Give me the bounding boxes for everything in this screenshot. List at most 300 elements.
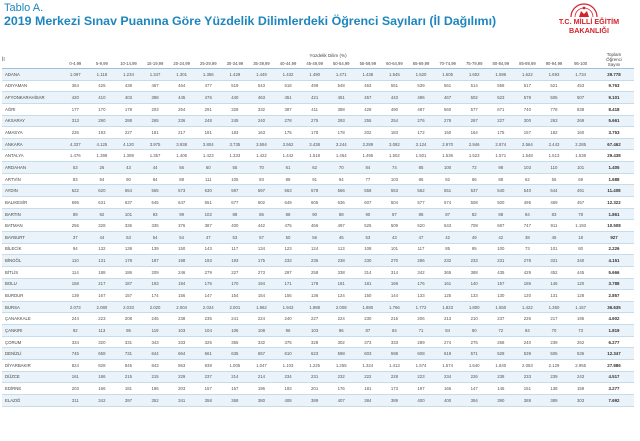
student-count-cell: 390	[488, 394, 515, 406]
student-count-cell: 2.033	[115, 301, 142, 313]
student-count-cell: 194	[248, 278, 275, 290]
student-count-cell: 1.545	[381, 69, 408, 81]
student-count-cell: 537	[461, 185, 488, 197]
student-count-cell: 340	[567, 255, 594, 267]
student-count-cell: 343	[142, 336, 169, 348]
total-students-cell: 5.661	[594, 115, 634, 127]
student-count-cell: 114	[62, 266, 89, 278]
student-count-cell: 571	[461, 348, 488, 360]
student-count-cell: 88	[168, 173, 195, 185]
student-count-cell: 214	[248, 371, 275, 383]
student-count-cell: 607	[355, 197, 382, 209]
student-count-cell: 2.129	[541, 360, 568, 372]
student-count-cell: 540	[514, 185, 541, 197]
student-count-cell: 42	[488, 231, 515, 243]
student-count-cell: 331	[115, 336, 142, 348]
student-count-cell: 411	[301, 103, 328, 115]
student-count-cell: 120	[514, 290, 541, 302]
province-name: EDİRNE	[2, 383, 62, 395]
student-count-cell: 269	[567, 115, 594, 127]
student-count-cell: 203	[62, 383, 89, 395]
student-count-cell: 619	[434, 348, 461, 360]
student-count-cell: 94	[328, 173, 355, 185]
total-students-cell: 9.763	[594, 80, 634, 92]
province-percentile-table	[2, 51, 634, 407]
student-count-cell: 838	[567, 103, 594, 115]
total-students-cell: 27.886	[594, 360, 634, 372]
province-name: BİLECİK	[2, 243, 62, 255]
table-row	[2, 266, 634, 278]
student-count-cell: 61	[275, 162, 302, 174]
student-count-cell: 166	[89, 383, 116, 395]
student-count-cell: 631	[89, 197, 116, 209]
student-count-cell: 2.564	[514, 138, 541, 150]
student-count-cell: 514	[461, 80, 488, 92]
student-count-cell: 54	[142, 231, 169, 243]
student-count-cell: 435	[488, 266, 515, 278]
student-count-cell: 138	[541, 383, 568, 395]
student-count-cell: 520	[408, 220, 435, 232]
student-count-cell: 598	[328, 348, 355, 360]
student-count-cell: 254	[381, 115, 408, 127]
total-students-cell: 29.778	[594, 69, 634, 81]
student-count-cell: 195	[567, 313, 594, 325]
student-count-cell: 551	[434, 185, 461, 197]
student-count-cell: 622	[62, 185, 89, 197]
student-count-cell: 134	[248, 243, 275, 255]
student-count-cell: 103	[514, 162, 541, 174]
student-count-cell: 303	[567, 394, 594, 406]
table-row	[2, 150, 634, 162]
student-count-cell: 186	[514, 278, 541, 290]
table-row	[2, 80, 634, 92]
student-count-cell: 671	[488, 103, 515, 115]
column-header-range: 15-19,99	[142, 59, 169, 69]
province-name: AMASYA	[2, 127, 62, 139]
student-count-cell: 56	[301, 231, 328, 243]
student-count-cell: 496	[408, 92, 435, 104]
student-count-cell: 84	[434, 325, 461, 337]
student-count-cell: 4.125	[89, 138, 116, 150]
student-count-cell: 202	[355, 127, 382, 139]
column-header-range: 90-94,99	[541, 59, 568, 69]
total-header-line1: Toplam	[606, 51, 622, 57]
table-row	[2, 348, 634, 360]
student-count-cell: 169	[381, 278, 408, 290]
student-count-cell: 325	[195, 336, 222, 348]
student-count-cell: 425	[89, 80, 116, 92]
student-count-cell: 608	[408, 348, 435, 360]
table-row	[2, 231, 634, 243]
student-count-cell: 83	[541, 208, 568, 220]
student-count-cell: 2.073	[62, 301, 89, 313]
table-row	[2, 92, 634, 104]
student-count-cell: 83	[248, 173, 275, 185]
student-count-cell: 2.053	[514, 360, 541, 372]
student-count-cell: 442	[248, 220, 275, 232]
student-count-cell: 2.008	[328, 301, 355, 313]
total-header-line3: Sayısı	[607, 62, 621, 68]
student-count-cell: 181	[328, 278, 355, 290]
student-count-cell: 342	[89, 394, 116, 406]
student-count-cell: 1.574	[434, 360, 461, 372]
student-count-cell: 658	[89, 348, 116, 360]
student-count-cell: 407	[328, 394, 355, 406]
table-row	[2, 103, 634, 115]
student-count-cell: 175	[248, 255, 275, 267]
student-count-cell: 90	[355, 208, 382, 220]
student-count-cell: 695	[62, 197, 89, 209]
student-count-cell: 181	[142, 127, 169, 139]
student-count-cell: 1.097	[62, 69, 89, 81]
student-count-cell: 239	[541, 371, 568, 383]
student-count-cell: 238	[168, 313, 195, 325]
total-students-cell: 6.277	[594, 336, 634, 348]
student-count-cell: 440	[222, 92, 249, 104]
column-header-range: 55-59,99	[355, 59, 382, 69]
student-count-cell: 208	[115, 313, 142, 325]
student-count-cell: 536	[567, 348, 594, 360]
student-count-cell: 3.975	[142, 138, 169, 150]
student-count-cell: 176	[328, 383, 355, 395]
table-row	[2, 115, 634, 127]
student-count-cell: 495	[514, 197, 541, 209]
student-count-cell: 95	[115, 325, 142, 337]
total-students-cell: 1.861	[594, 208, 634, 220]
student-count-cell: 1.605	[434, 69, 461, 81]
province-name: BATMAN	[2, 220, 62, 232]
student-count-cell: 94	[62, 243, 89, 255]
column-header-range: 40-44,99	[275, 59, 302, 69]
student-count-cell: 161	[434, 278, 461, 290]
student-count-cell: 101	[541, 243, 568, 255]
student-count-cell: 278	[275, 115, 302, 127]
student-count-cell: 497	[328, 220, 355, 232]
table-row	[2, 255, 634, 267]
student-count-cell: 125	[434, 290, 461, 302]
student-count-cell: 845	[115, 360, 142, 372]
student-count-cell: 82	[461, 208, 488, 220]
student-count-cell: 293	[328, 115, 355, 127]
student-count-cell: 1.880	[355, 301, 382, 313]
student-count-cell: 457	[567, 197, 594, 209]
student-count-cell: 54	[168, 231, 195, 243]
student-count-cell: 157	[222, 383, 249, 395]
student-count-cell: 94	[89, 173, 116, 185]
student-count-cell: 87	[355, 325, 382, 337]
province-name: ÇORUM	[2, 336, 62, 348]
student-count-cell: 203	[168, 383, 195, 395]
student-count-cell: 210	[461, 313, 488, 325]
student-count-cell: 147	[195, 290, 222, 302]
student-count-cell: 117	[408, 243, 435, 255]
table-row	[2, 127, 634, 139]
student-count-cell: 84	[381, 325, 408, 337]
student-count-cell: 237	[488, 313, 515, 325]
student-count-cell: 100	[434, 162, 461, 174]
student-count-cell: 1.988	[301, 301, 328, 313]
student-count-cell: 1.495	[355, 150, 382, 162]
student-count-cell: 543	[248, 80, 275, 92]
student-count-cell: 71	[408, 325, 435, 337]
student-count-cell: 136	[301, 290, 328, 302]
student-count-cell: 649	[275, 197, 302, 209]
student-count-cell: 217	[541, 313, 568, 325]
student-count-cell: 88	[488, 208, 515, 220]
student-count-cell: 255	[355, 115, 382, 127]
student-count-cell: 157	[115, 290, 142, 302]
student-count-cell: 469	[541, 197, 568, 209]
student-count-cell: 60	[195, 162, 222, 174]
column-header-range: 70-74,99	[434, 59, 461, 69]
student-count-cell: 645	[142, 197, 169, 209]
student-count-cell: 333	[381, 336, 408, 348]
student-count-cell: 18	[567, 231, 594, 243]
column-header-range: 10-14,99	[115, 59, 142, 69]
student-count-cell: 150	[434, 127, 461, 139]
province-name: ADIYAMAN	[2, 80, 62, 92]
student-count-cell: 182	[541, 127, 568, 139]
logo-text-line1: T.C. MİLLİ EĞİTİM	[558, 17, 620, 26]
column-header-range: 0-4,99	[62, 59, 89, 69]
student-count-cell: 233	[461, 255, 488, 267]
student-count-cell: 1.103	[275, 360, 302, 372]
student-count-cell: 938	[195, 360, 222, 372]
student-count-cell: 256	[62, 220, 89, 232]
student-count-cell: 178	[115, 255, 142, 267]
student-count-cell: 95	[461, 243, 488, 255]
table-row	[2, 371, 634, 383]
student-count-cell: 499	[301, 80, 328, 92]
student-count-cell: 226	[514, 313, 541, 325]
student-count-cell: 246	[168, 266, 195, 278]
student-count-cell: 2.443	[541, 138, 568, 150]
student-count-cell: 56	[168, 162, 195, 174]
student-count-cell: 228	[381, 371, 408, 383]
student-count-cell: 558	[488, 80, 515, 92]
student-count-cell: 1.118	[89, 69, 116, 81]
student-count-cell: 187	[115, 278, 142, 290]
student-count-cell: 467	[434, 92, 461, 104]
student-count-cell: 1.602	[461, 69, 488, 81]
student-count-cell: 302	[328, 336, 355, 348]
student-count-cell: 83	[62, 173, 89, 185]
student-count-cell: 1.571	[488, 150, 515, 162]
student-count-cell: 171	[275, 278, 302, 290]
student-count-cell: 217	[89, 278, 116, 290]
student-count-cell: 1.347	[142, 69, 169, 81]
student-count-cell: 236	[168, 115, 195, 127]
student-count-cell: 313	[62, 115, 89, 127]
student-count-cell: 147	[461, 383, 488, 395]
student-count-cell: 3.124	[408, 138, 435, 150]
student-count-cell: 236	[301, 255, 328, 267]
student-count-cell: 384	[355, 394, 382, 406]
student-count-cell: 3.938	[168, 138, 195, 150]
student-count-cell: 172	[408, 127, 435, 139]
student-count-cell: 238	[488, 371, 515, 383]
student-count-cell: 103	[168, 325, 195, 337]
student-count-cell: 45	[328, 231, 355, 243]
student-count-cell: 183	[381, 127, 408, 139]
student-count-cell: 543	[434, 220, 461, 232]
total-students-cell: 8.418	[594, 103, 634, 115]
student-count-cell: 517	[514, 80, 541, 92]
student-count-cell: 170	[89, 103, 116, 115]
student-count-cell: 214	[222, 371, 249, 383]
student-count-cell: 278	[514, 255, 541, 267]
student-count-cell: 464	[168, 80, 195, 92]
student-count-cell: 509	[381, 220, 408, 232]
student-count-cell: 286	[408, 255, 435, 267]
student-count-cell: 1.476	[62, 150, 89, 162]
student-count-cell: 226	[62, 127, 89, 139]
student-count-cell: 87	[434, 208, 461, 220]
table-row	[2, 360, 634, 372]
table-row	[2, 197, 634, 209]
student-count-cell: 42	[434, 231, 461, 243]
student-count-cell: 279	[195, 266, 222, 278]
student-count-cell: 104	[195, 325, 222, 337]
student-count-cell: 70	[541, 325, 568, 337]
student-count-cell: 338	[328, 266, 355, 278]
student-count-cell: 144	[381, 290, 408, 302]
student-count-cell: 188	[89, 266, 116, 278]
student-count-cell: 176	[408, 278, 435, 290]
total-students-cell: 1.405	[594, 162, 634, 174]
student-count-cell: 206	[408, 313, 435, 325]
student-count-cell: 86	[248, 208, 275, 220]
student-count-cell: 164	[461, 127, 488, 139]
student-count-cell: 1.234	[115, 69, 142, 81]
student-count-cell: 100	[488, 243, 515, 255]
student-count-cell: 230	[355, 313, 382, 325]
student-count-cell: 174	[142, 290, 169, 302]
student-count-cell: 1.324	[355, 360, 382, 372]
student-count-cell: 364	[62, 80, 89, 92]
student-count-cell: 687	[488, 220, 515, 232]
province-name: BURSA	[2, 301, 62, 313]
student-count-cell: 428	[355, 103, 382, 115]
table-row	[2, 290, 634, 302]
student-count-cell: 49	[461, 231, 488, 243]
student-count-cell: 240	[248, 115, 275, 127]
student-count-cell: 72	[461, 162, 488, 174]
total-students-cell: 5.666	[594, 266, 634, 278]
student-count-cell: 452	[541, 266, 568, 278]
student-count-cell: 2.946	[461, 138, 488, 150]
student-count-cell: 597	[222, 185, 249, 197]
student-count-cell: 131	[89, 255, 116, 267]
student-count-cell: 664	[168, 348, 195, 360]
student-count-cell: 84	[514, 208, 541, 220]
student-count-cell: 1.520	[408, 69, 435, 81]
title-block	[4, 2, 524, 28]
student-count-cell: 181	[355, 383, 382, 395]
student-count-cell: 654	[115, 185, 142, 197]
student-count-cell: 843	[142, 360, 169, 372]
table-row	[2, 173, 634, 185]
student-count-cell: 1.438	[355, 69, 382, 81]
student-count-cell: 400	[434, 394, 461, 406]
total-students-cell: 2.226	[594, 243, 634, 255]
table-row	[2, 278, 634, 290]
student-count-cell: 101	[381, 243, 408, 255]
table-label: Tablo A.	[4, 2, 44, 14]
student-count-cell: 288	[115, 115, 142, 127]
student-count-cell: 1.518	[301, 150, 328, 162]
student-count-cell: 1.225	[301, 360, 328, 372]
student-count-cell: 389	[301, 394, 328, 406]
student-count-cell: 644	[142, 348, 169, 360]
student-count-cell: 85	[408, 162, 435, 174]
province-name: ADANA	[2, 69, 62, 81]
student-count-cell: 507	[567, 92, 594, 104]
student-count-cell: 124	[301, 243, 328, 255]
table-body	[2, 69, 634, 407]
student-count-cell: 268	[488, 336, 515, 348]
student-count-cell: 187	[142, 255, 169, 267]
student-count-cell: 235	[195, 313, 222, 325]
student-count-cell: 828	[89, 360, 116, 372]
student-count-cell: 1.490	[301, 69, 328, 81]
student-count-cell: 635	[222, 348, 249, 360]
student-count-cell: 70	[248, 162, 275, 174]
student-count-cell: 178	[115, 103, 142, 115]
student-count-cell: 154	[248, 290, 275, 302]
student-count-cell: 539	[514, 348, 541, 360]
student-count-cell: 70	[328, 162, 355, 174]
student-count-cell: 178	[301, 278, 328, 290]
student-count-cell: 53	[115, 231, 142, 243]
student-count-cell: 528	[488, 348, 515, 360]
student-count-cell: 2.955	[567, 360, 594, 372]
student-count-cell: 181	[115, 383, 142, 395]
student-count-cell: 311	[62, 394, 89, 406]
student-count-cell: 3.594	[248, 138, 275, 150]
student-count-cell: 217	[168, 127, 195, 139]
student-count-cell: 175	[488, 127, 515, 139]
student-count-cell: 508	[461, 197, 488, 209]
percentile-group-header: Yüzdelik Dilim (%)	[62, 51, 594, 59]
student-count-cell: 183	[222, 127, 249, 139]
student-count-cell: 1.574	[408, 360, 435, 372]
student-count-cell: 243	[567, 371, 594, 383]
student-count-cell: 1.962	[248, 301, 275, 313]
student-count-cell: 408	[275, 394, 302, 406]
student-count-cell: 43	[381, 231, 408, 243]
column-header-range: 20-24,99	[168, 59, 195, 69]
student-count-cell: 177	[62, 103, 89, 115]
student-count-cell: 623	[301, 348, 328, 360]
column-header-range: 65-69,99	[408, 59, 435, 69]
student-count-cell: 467	[142, 80, 169, 92]
province-name: BURDUR	[2, 290, 62, 302]
student-count-cell: 88	[408, 208, 435, 220]
student-count-cell: 1.432	[275, 69, 302, 81]
student-count-cell: 38	[514, 231, 541, 243]
student-count-cell: 551	[381, 80, 408, 92]
student-count-cell: 1.734	[567, 69, 594, 81]
total-students-cell: 4.151	[594, 255, 634, 267]
student-count-cell: 193	[89, 127, 116, 139]
student-count-cell: 133	[461, 290, 488, 302]
student-count-cell: 215	[142, 371, 169, 383]
student-count-cell: 89	[62, 208, 89, 220]
student-count-cell: 265	[142, 115, 169, 127]
student-count-cell: 290	[89, 115, 116, 127]
student-count-cell: 244	[62, 313, 89, 325]
